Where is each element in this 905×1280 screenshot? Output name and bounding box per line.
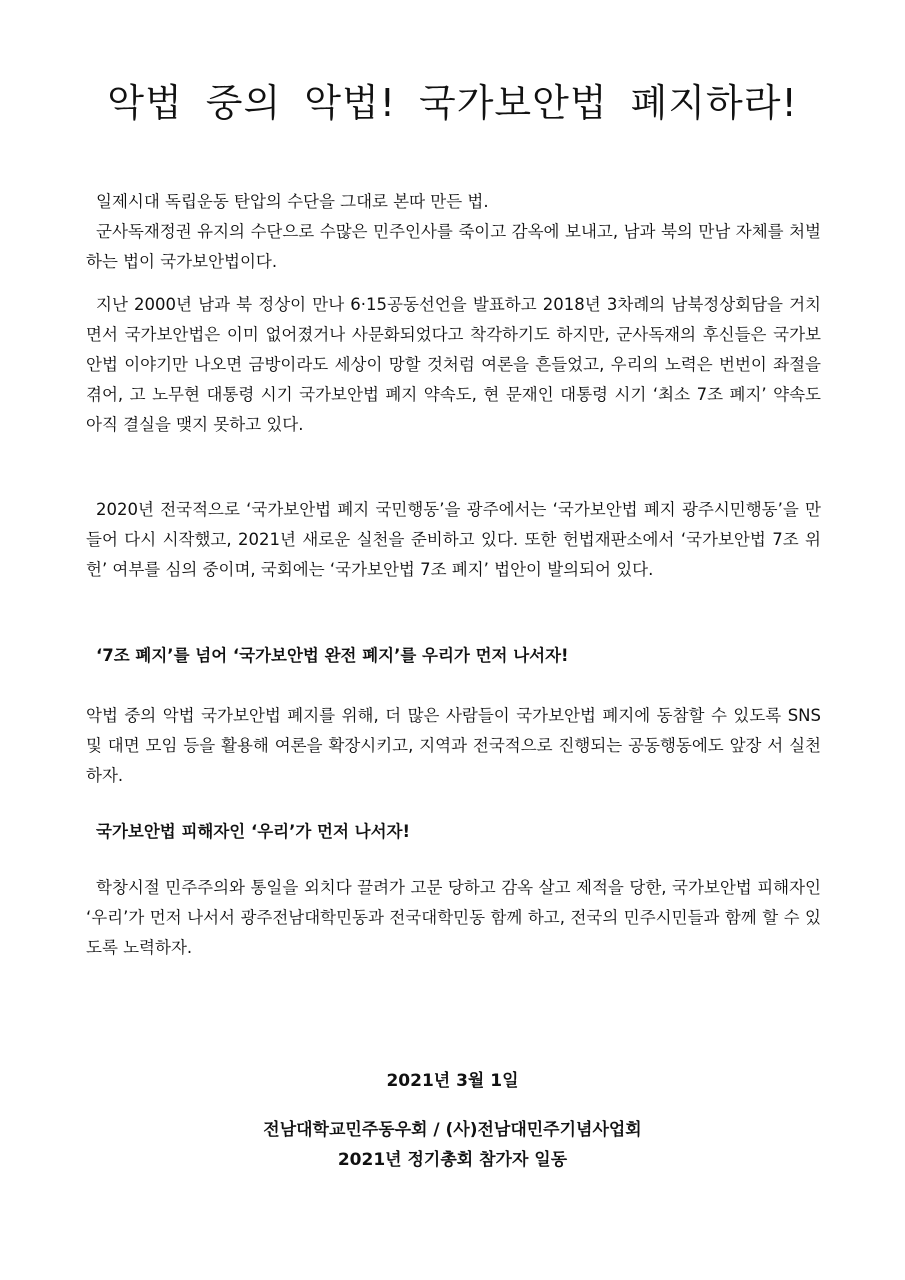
paragraph-3: 2020년 전국적으로 ‘국가보안법 폐지 국민행동’을 광주에서는 ‘국가보안법 폐지 광주시민행동’을 만들어 다시 시작했고, 2021년 새로운 실천을 준비하고 있다. 또한 헌법재판소에서 ‘국가보안법 7조 위헌’ 여부를 심의 중이며, 국회에는 ‘국가보안법 7조 폐지’ 법안이 발의되어 있다. (86, 500, 821, 579)
paragraph-5: 학창시절 민주주의와 통일을 외치다 끌려가 고문 당하고 감옥 살고 제적을 당한, 국가보안법 피해자인 ‘우리’가 먼저 나서서 광주전남대학민동과 전국대학민동 함께 하고, 전국의 민주시민들과 함께 할 수 있도록 노력하자. (86, 878, 821, 957)
heading-block-1 (86, 641, 821, 671)
signature-block (0, 1115, 905, 1175)
paragraph-action (86, 701, 821, 791)
paragraph-4: 악법 중의 악법 국가보안법 폐지를 위해, 더 많은 사람들이 국가보안법 폐지에 동참할 수 있도록 SNS 및 대면 모임 등을 활용해 여론을 확장시키고, 지역과 전국적으로 진행되는 공동행동에도 앞장 서 실천하자. (86, 706, 821, 785)
page-title: 악법 중의 악법! 국가보안법 폐지하라! (107, 81, 798, 125)
section-heading-1: ‘7조 폐지’를 넘어 ‘국가보안법 완전 폐지’를 우리가 먼저 나서자! (96, 646, 569, 665)
statement-date: 2021년 3월 1일 (386, 1071, 519, 1091)
paragraph-current (86, 495, 821, 585)
signature-participants: 2021년 정기총회 참가자 일동 (337, 1150, 568, 1170)
paragraph-history (86, 290, 821, 440)
intro-line-1: 일제시대 독립운동 탄압의 수단을 그대로 본따 만든 법. (96, 192, 489, 211)
signature-organizations: 전남대학교민주동우회 / (사)전남대민주기념사업회 (263, 1120, 642, 1140)
heading-block-2 (86, 817, 821, 847)
intro-block (86, 187, 821, 277)
section-heading-2: 국가보안법 피해자인 ‘우리’가 먼저 나서자! (96, 822, 411, 841)
paragraph-2: 지난 2000년 남과 북 정상이 만나 6·15공동선언을 발표하고 2018년 3차례의 남북정상회담을 거치면서 국가보안법은 이미 없어졌거나 사문화되었다고 착각하기도 하지만, 군사독재의 후신들은 국가보안법 이야기만 나오면 금방이라도 세상이 망할 것처럼 여론을 흔들었고, 우리의 노력은 번번이 좌절을 겪어, 고 노무현 대통령 시기 국가보안법 폐지 약속도, 현 문재인 대통령 시기 ‘최소 7조 폐지’ 약속도 아직 결실을 맺지 못하고 있다. (86, 295, 821, 434)
paragraph-victims (86, 873, 821, 963)
intro-line-2: 군사독재정권 유지의 수단으로 수많은 민주인사를 죽이고 감옥에 보내고, 남과 북의 만남 자체를 처벌하는 법이 국가보안법이다. (86, 222, 821, 271)
